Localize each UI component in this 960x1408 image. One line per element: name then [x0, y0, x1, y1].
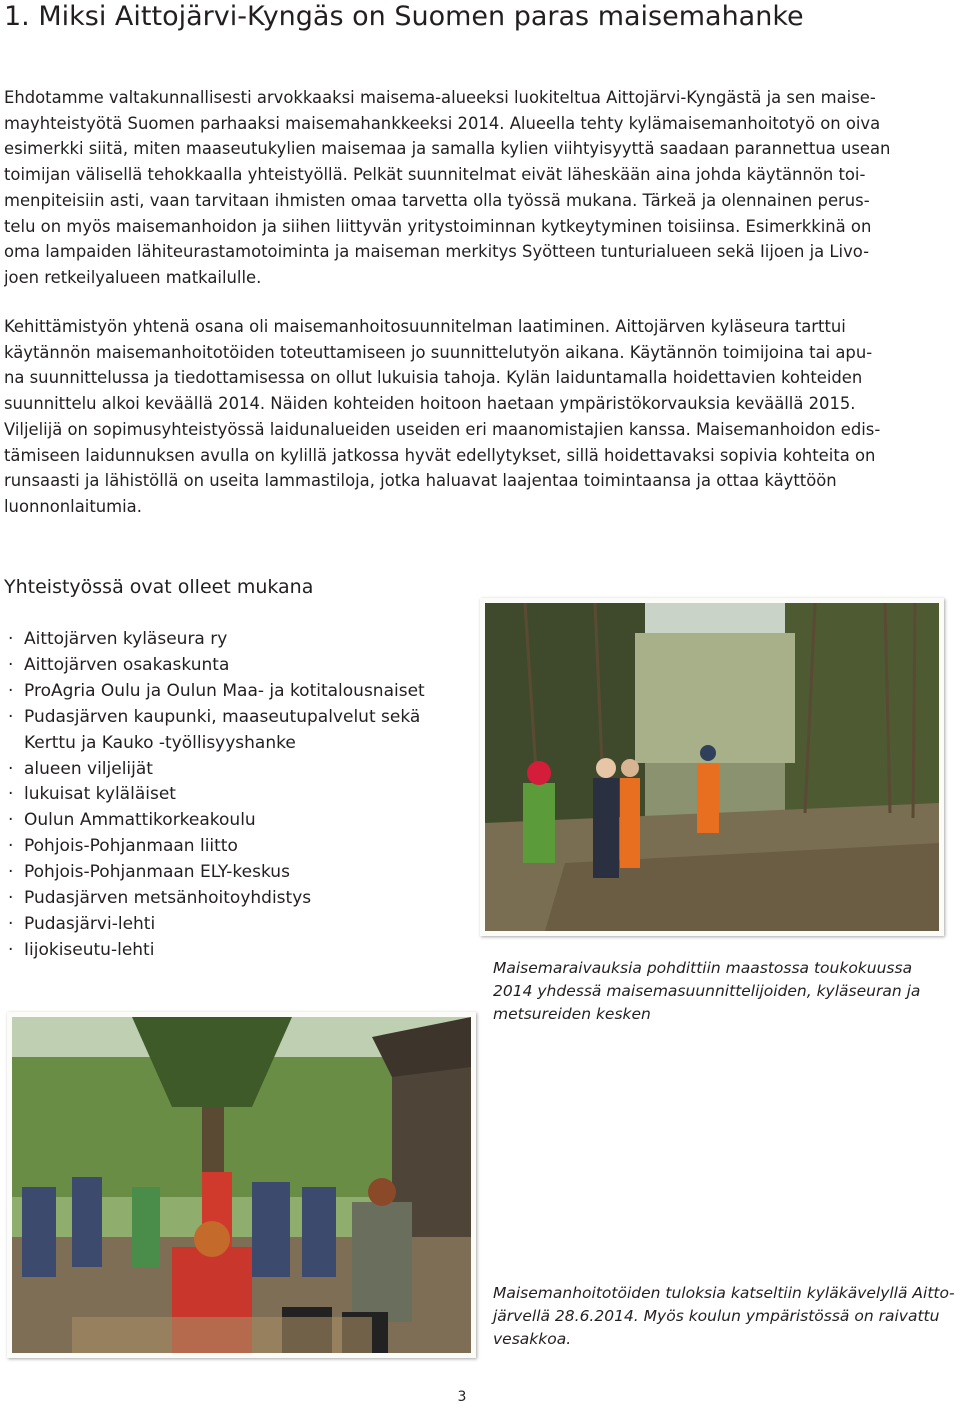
- paragraph-line: toimijan välisellä tehokkaalla yhteistyöllä. Pelkät suunnitelmat eivät läheskään aina johda käytännön toi-: [4, 165, 866, 185]
- caption-line: 2014 yhdessä maisemasuunnittelijoiden, kyläseuran ja: [493, 982, 921, 1000]
- paragraph-line: telu on myös maisemanhoidon ja siihen liittyvän yritystoiminnan kytkeytyminen toisiinsa. Esimerkkinä on: [4, 216, 872, 236]
- partner-item: · Aittojärven osakaskunta: [4, 653, 425, 679]
- photo2-caption: [493, 1282, 953, 1351]
- paragraph-line: tämiseen laidunnuksen avulla on kylillä jatkossa hyvät edellytykset, sillä hoidettavaksi sopivia kohteita on: [4, 445, 876, 465]
- paragraph-line: runsaasti ja lähistöllä on useita lammastiloja, jotka haluavat laajentaa toimintaansa ja ottaa käyttöön: [4, 471, 837, 491]
- development-paragraph: [4, 314, 946, 520]
- paragraph-line: joen retkeilyalueen matkailulle.: [4, 267, 262, 287]
- partner-item: · lukuisat kyläläiset: [4, 782, 425, 808]
- paragraph-line: Viljelijä on sopimusyhteistyössä laidunalueiden useiden eri maanomistajien kanssa. Maisemanhoidon edis-: [4, 419, 881, 439]
- partner-item: · Pohjois-Pohjanmaan ELY-keskus: [4, 860, 425, 886]
- paragraph-line: Kehittämistyön yhtenä osana oli maisemanhoitosuunnitelman laatiminen. Aittojärven kyläseura tarttui: [4, 317, 846, 336]
- paragraph-line: menpiteisiin asti, vaan tarvitaan ihmisten omaa tarvetta olla työssä mukana. Tärkeä ja olennainen perus-: [4, 190, 870, 210]
- page-title: 1. Miksi Aittojärvi-Kyngäs on Suomen paras maisemahanke: [4, 1, 804, 32]
- forest-clearing-photo: [480, 598, 944, 936]
- village-walk-photo: [7, 1012, 476, 1358]
- caption-line: järvellä 28.6.2014. Myös koulun ympäristössä on raivattu: [493, 1307, 940, 1325]
- paragraph-line: Ehdotamme valtakunnallisesti arvokkaaksi maisema-alueeksi luokiteltua Aittojärvi-Kyngästä ja sen maise-: [4, 88, 876, 107]
- photo1-caption: [493, 957, 943, 1026]
- partners-heading: Yhteistyössä ovat olleet mukana: [4, 576, 314, 598]
- partner-item: · Aittojärven kyläseura ry: [4, 627, 425, 653]
- paragraph-line: käytännön maisemanhoitotöiden toteuttamiseen jo suunnittelutyön aikana. Käytännön toimijoina tai apu-: [4, 342, 873, 362]
- forest-clearing-image: [485, 603, 939, 931]
- partner-item: Kerttu ja Kauko -työllisyyshanke: [24, 732, 296, 753]
- partner-list: [4, 627, 425, 964]
- partner-item: · Pudasjärven metsänhoitoyhdistys: [4, 886, 425, 912]
- paragraph-line: esimerkki siitä, miten maaseutukylien maisemaa ja samalla kylien viihtyisyyttä saadaan parannettua usean: [4, 139, 891, 159]
- page-number: 3: [457, 1389, 467, 1405]
- caption-line: Maisemaraivauksia pohdittiin maastossa toukokuussa: [493, 959, 913, 977]
- intro-paragraph: [4, 85, 946, 291]
- paragraph-line: oma lampaiden lähiteurastamotoiminta ja maiseman merkitys Syötteen tunturialueen sekä Iijoen ja Livo-: [4, 242, 870, 262]
- partner-item: · Pudasjärvi-lehti: [4, 912, 425, 938]
- village-walk-image: [12, 1017, 471, 1353]
- partner-item: · Pohjois-Pohjanmaan liitto: [4, 834, 425, 860]
- partner-item: · Oulun Ammattikorkeakoulu: [4, 808, 425, 834]
- partner-item: · Pudasjärven kaupunki, maaseutupalvelut sekä: [4, 705, 425, 731]
- caption-line: metsureiden kesken: [493, 1005, 651, 1023]
- caption-line: Maisemanhoitotöiden tuloksia katseltiin kyläkävelyllä Aitto-: [493, 1284, 955, 1302]
- paragraph-line: na suunnittelussa ja tiedottamisessa on ollut lukuisia tahoja. Kylän laiduntamalla hoidettavien kohteiden: [4, 368, 863, 388]
- paragraph-line: luonnonlaitumia.: [4, 496, 142, 516]
- caption-line: vesakkoa.: [493, 1330, 572, 1348]
- partner-item: · alueen viljelijät: [4, 757, 425, 783]
- paragraph-line: suunnittelu alkoi keväällä 2014. Näiden kohteiden hoitoon haetaan ympäristökorvauksia keväällä 2015.: [4, 394, 856, 414]
- paragraph-line: mayhteistyötä Suomen parhaaksi maisemahankkeeksi 2014. Alueella tehty kylämaisemanhoitotyö on oiva: [4, 113, 881, 133]
- partner-item: · Iijokiseutu-lehti: [4, 938, 425, 964]
- partner-item: · ProAgria Oulu ja Oulun Maa- ja kotitalousnaiset: [4, 679, 425, 705]
